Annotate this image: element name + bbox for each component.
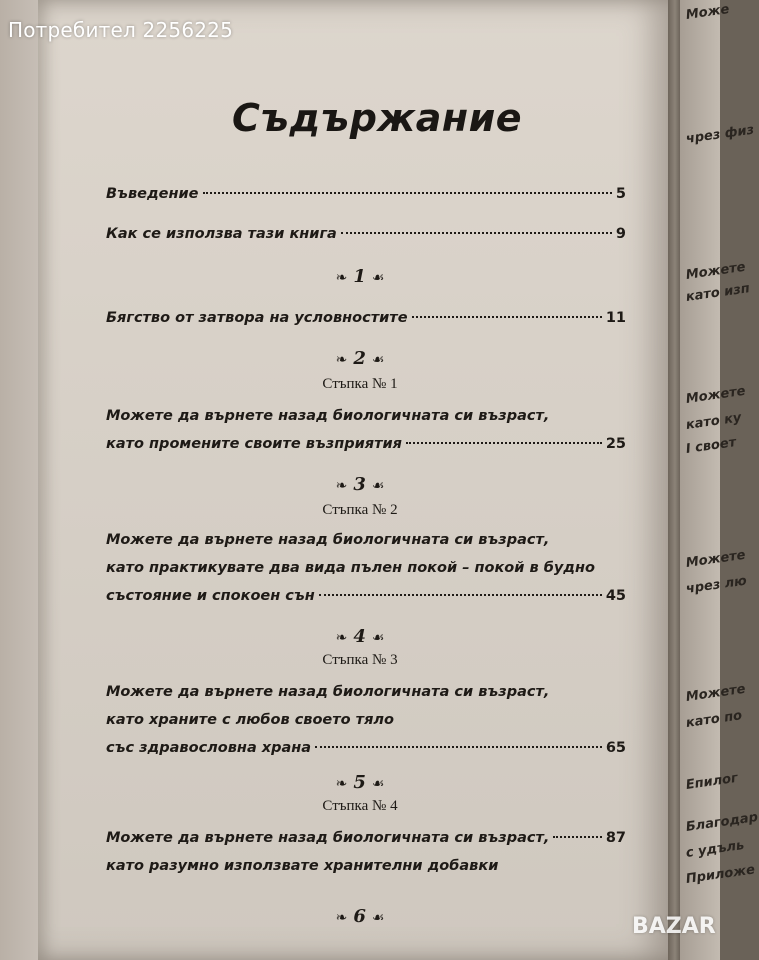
- toc-entry-text: състояние и спокоен сън: [106, 588, 315, 604]
- seller-watermark: Потребител 2256225: [8, 18, 234, 42]
- ornament-right-icon: ☙: [371, 910, 385, 926]
- chapter-heading: [300, 266, 420, 287]
- ornament-right-icon: ☙: [371, 478, 385, 494]
- toc-entry-line: Можете да върнете назад биологичната си възраст,: [106, 684, 550, 700]
- next-page-fragment: Епилог: [684, 770, 739, 793]
- next-page-fragment: чрез физ: [684, 122, 756, 147]
- chapter-heading: [300, 348, 420, 369]
- toc-entry-line: като практикувате два вида пълен покой – покой в будно: [106, 560, 595, 576]
- chapter-heading: [300, 772, 420, 793]
- toc-entry-text: със здравословна храна: [106, 740, 312, 756]
- next-page-edge: [680, 0, 759, 960]
- leader-dots: [412, 316, 602, 318]
- toc-entry-line: [106, 582, 626, 610]
- next-page-fragment: Можете: [684, 383, 747, 407]
- toc-entry-line: [106, 304, 626, 332]
- ornament-right-icon: ☙: [371, 352, 385, 368]
- next-page-fragment: с удъль: [684, 837, 746, 861]
- leader-dots: [406, 442, 602, 444]
- ornament-left-icon: ❧: [335, 776, 348, 792]
- toc-entry-text: като промените своите възприятия: [106, 436, 402, 452]
- leader-dots: [315, 746, 602, 748]
- chapter-heading: [300, 474, 420, 495]
- next-page-fragment: чрез лю: [684, 573, 748, 597]
- toc-entry: [106, 180, 626, 208]
- toc-entry-line: Можете да върнете назад биологичната си възраст,: [106, 532, 550, 548]
- next-page-fragment: като изп: [684, 281, 751, 305]
- ornament-left-icon: ❧: [335, 910, 348, 926]
- next-page-fragment: Можете: [684, 681, 747, 705]
- toc-entry: [106, 402, 626, 458]
- ornament-right-icon: ☙: [371, 630, 385, 646]
- toc-page-number: 5: [615, 186, 626, 202]
- toc-page-number: 11: [605, 310, 626, 326]
- chapter-number: 4: [353, 626, 366, 647]
- toc-entry-text: Въведение: [106, 186, 199, 202]
- page-title: Съдържание: [232, 96, 522, 140]
- leader-dots: [319, 594, 602, 596]
- next-page-fragment: Може: [684, 2, 731, 23]
- next-page-fragment: Благодар: [684, 809, 759, 835]
- next-page-fragment: като ку: [684, 410, 743, 433]
- toc-entry-line: [106, 430, 626, 458]
- leader-dots: [203, 192, 612, 194]
- chapter-number: 6: [353, 906, 366, 927]
- chapter-number: 2: [353, 348, 366, 369]
- toc-entry-line: като храните с любов своето тяло: [106, 712, 394, 728]
- chapter-number: 5: [353, 772, 366, 793]
- toc-entry: [106, 220, 626, 248]
- toc-page-number: 87: [605, 830, 626, 846]
- step-label: Стъпка № 2: [322, 502, 398, 518]
- toc-entry-text: Можете да върнете назад биологичната си възраст,: [106, 830, 550, 846]
- next-page-fragment: като по: [684, 708, 744, 731]
- toc-page-number: 45: [605, 588, 626, 604]
- leader-dots: [553, 836, 601, 838]
- toc-entry-text: Бягство от затвора на условностите: [106, 310, 408, 326]
- toc-entry-line: [106, 220, 626, 248]
- step-label: Стъпка № 4: [322, 798, 398, 814]
- chapter-number: 1: [353, 266, 366, 287]
- chapter-heading: [300, 626, 420, 647]
- ornament-right-icon: ☙: [371, 270, 385, 286]
- leader-dots: [341, 232, 612, 234]
- ornament-left-icon: ❧: [335, 352, 348, 368]
- toc-entry-line: като разумно използвате хранителни добавки: [106, 858, 499, 874]
- toc-entry: [106, 678, 626, 762]
- toc-page-number: 25: [605, 436, 626, 452]
- toc-entry-line: [106, 180, 626, 208]
- chapter-heading: [300, 906, 420, 927]
- next-page-fragment: Приложе: [684, 862, 756, 887]
- toc-entry-line: [106, 824, 626, 852]
- toc-entry-text: Как се използва тази книга: [106, 226, 337, 242]
- toc-entry: [106, 526, 626, 610]
- step-label: Стъпка № 1: [322, 376, 398, 392]
- step-label: Стъпка № 3: [322, 652, 398, 668]
- next-page-fragment: Можете: [684, 547, 747, 571]
- chapter-number: 3: [353, 474, 366, 495]
- ornament-left-icon: ❧: [335, 478, 348, 494]
- toc-page-number: 9: [615, 226, 626, 242]
- next-page-fragment: I своет: [684, 435, 738, 457]
- ornament-left-icon: ❧: [335, 270, 348, 286]
- bazar-logo: BAZAR: [632, 914, 716, 939]
- toc-entry-line: [106, 734, 626, 762]
- toc-entry-line: Можете да върнете назад биологичната си възраст,: [106, 408, 550, 424]
- next-page-fragment: Можете: [684, 259, 747, 283]
- toc-entry: [106, 304, 626, 332]
- ornament-right-icon: ☙: [371, 776, 385, 792]
- toc-page-number: 65: [605, 740, 626, 756]
- toc-entry: [106, 824, 626, 880]
- ornament-left-icon: ❧: [335, 630, 348, 646]
